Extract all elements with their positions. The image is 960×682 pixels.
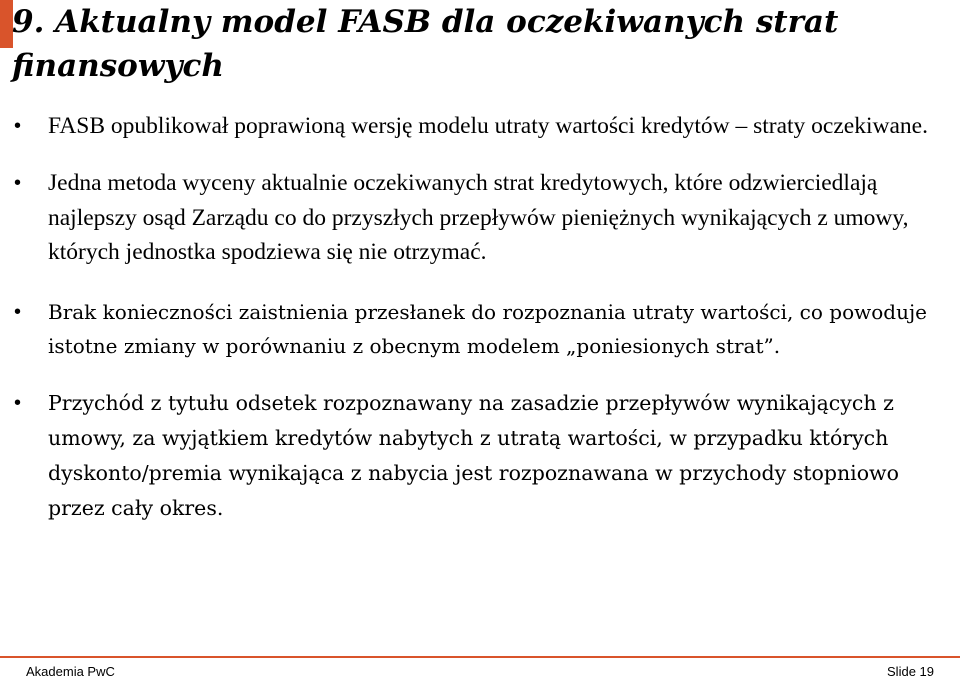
bullet-text: FASB opublikował poprawioną wersję modelu utraty wartości kredytów – straty oczekiwane. xyxy=(48,113,928,139)
bullet-item xyxy=(0,295,960,363)
bullet-text: Jedna metoda wyceny aktualnie oczekiwanych strat kredytowych, które odzwierciedlają najlepszy osąd Zarządu co do przyszłych przepływów pieniężnych wynikających z umowy, których jednostka spodziewa się nie otrzymać. xyxy=(48,170,909,265)
bullet-text: Przychód z tytułu odsetek rozpoznawany na zasadzie przepływów wynikających z umowy, za wyjątkiem kredytów nabytych z utratą wartości, w przypadku których dyskonto/premia wynikająca z nabycia jest rozpoznawana w przychody stopniowo przez cały okres. xyxy=(48,390,899,520)
bullet-item xyxy=(0,166,960,270)
bullet-item xyxy=(0,386,960,526)
bullet-dot-icon: • xyxy=(14,115,22,137)
bullet-dot-icon: • xyxy=(14,300,22,323)
bullet-item xyxy=(0,110,960,143)
bullet-dot-icon: • xyxy=(14,391,22,414)
slide-number: Slide 19 xyxy=(887,664,934,679)
slide-title: 9. Aktualny model FASB dla oczekiwanych strat finansowych xyxy=(12,4,839,84)
bullet-dot-icon: • xyxy=(14,172,22,194)
bullet-list xyxy=(0,110,960,526)
footer-organization: Akademia PwC xyxy=(26,664,115,679)
bullet-text: Brak konieczności zaistnienia przesłanek do rozpoznania utraty wartości, co powoduje istotne zmiany w porównaniu z obecnym modelem „poniesionych strat”. xyxy=(48,299,928,358)
footer-divider xyxy=(0,656,960,658)
